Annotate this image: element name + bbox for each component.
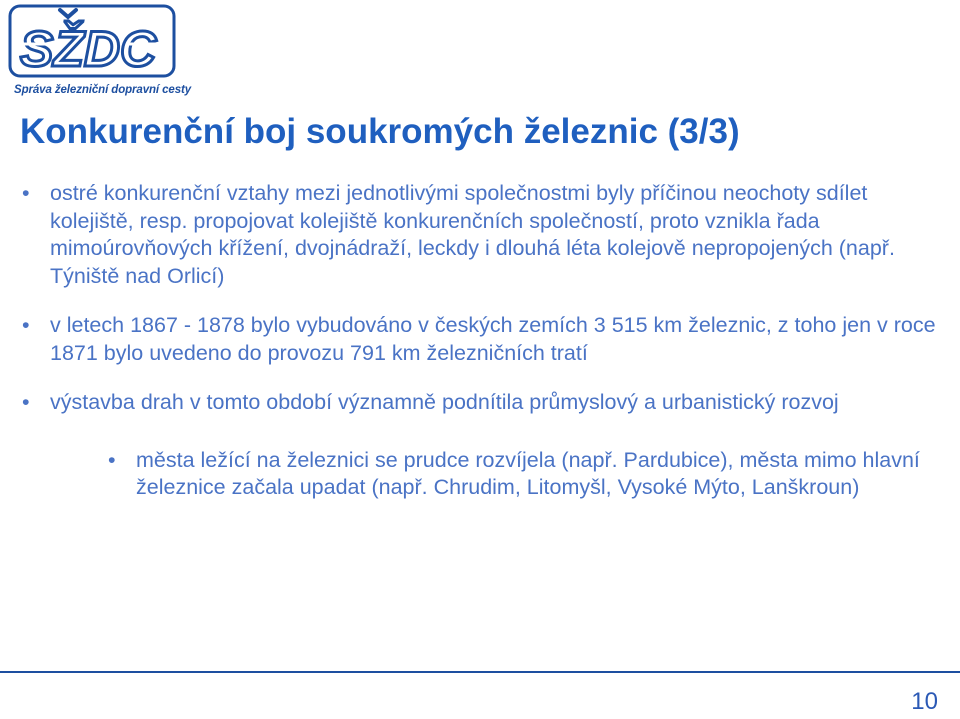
- bullet-item: [22, 312, 942, 367]
- bullet-text: ostré konkurenční vztahy mezi jednotlivými společnostmi byly příčinou neochoty sdílet kolejiště, resp. propojovat kolejiště konkurenčních společností, proto vznikla řada mimoúrovňových křížení, dvojnádraží, leckdy i dlouhá léta kolejově nepropojených (např. Týniště nad Orlicí): [50, 181, 895, 288]
- bullet-dot-icon: •: [22, 390, 30, 414]
- bullet-text: v letech 1867 - 1878 bylo vybudováno v českých zemích 3 515 km železnic, z toho jen v roce 1871 bylo uvedeno do provozu 791 km železničních tratí: [50, 313, 936, 365]
- footer-divider: [0, 671, 960, 673]
- sub-bullet-text: města ležící na železnici se prudce rozvíjela (např. Pardubice), města mimo hlavní železnice začala upadat (např. Chrudim, Litomyšl, Vysoké Mýto, Lanškroun): [136, 447, 920, 499]
- szdc-logo: [8, 4, 192, 96]
- page-number: 10: [911, 688, 938, 715]
- slide-content: [22, 180, 942, 524]
- logo-letters: SŽDC: [20, 21, 157, 77]
- bullet-dot-icon: •: [22, 181, 30, 205]
- bullet-dot-icon: •: [108, 447, 116, 472]
- bullet-item: [22, 180, 942, 290]
- bullet-text: výstavba drah v tomto období významně podnítila průmyslový a urbanistický rozvoj: [50, 390, 839, 414]
- bullet-item: [22, 389, 942, 417]
- logo-caption: Správa železniční dopravní cesty: [14, 84, 192, 96]
- szdc-logo-mark: [8, 4, 178, 80]
- bullet-dot-icon: •: [22, 313, 30, 337]
- slide-title: Konkurenční boj soukromých železnic (3/3): [20, 112, 740, 151]
- sub-bullet-item: [108, 447, 942, 502]
